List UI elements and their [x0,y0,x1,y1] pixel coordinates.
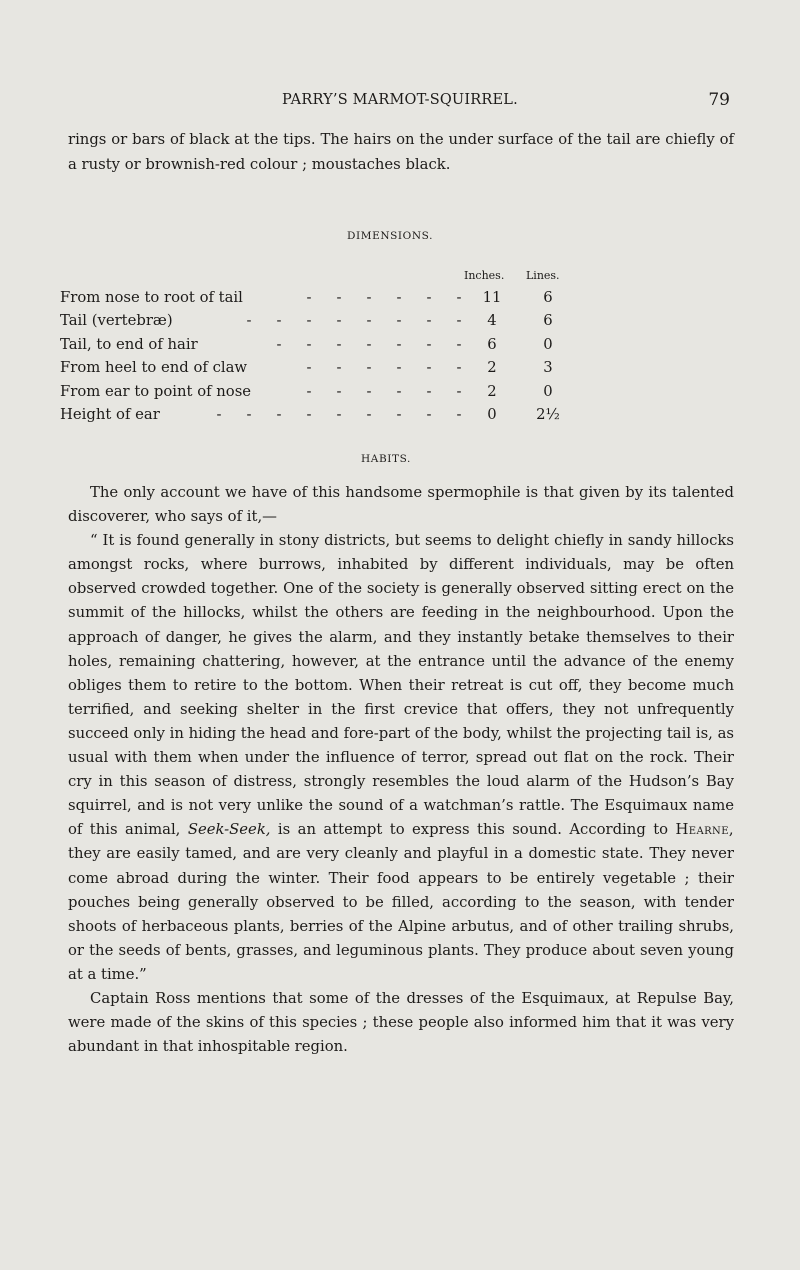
quotation-text-b: is an attempt to express this sound. According to [277,821,669,839]
dimension-label: Tail, to end of hair [60,335,198,353]
dimension-lines: 6 [543,289,553,306]
dimension-inches: 2 [487,359,497,377]
dimension-label: Height of ear [60,405,160,423]
dimension-lines: 6 [543,312,553,330]
dimension-lines: 2½ [536,405,560,423]
dimension-row: From heel to end of claw - - - - - - 2 3 [60,357,750,380]
dimension-inches: 0 [487,405,497,423]
dimension-label: From nose to root of tail [60,289,243,306]
dimensions-table [60,267,750,427]
running-head [70,92,730,114]
running-title: PARRY’S MARMOT-SQUIRREL. [282,92,518,108]
habits-section [68,481,734,1059]
intro-text: rings or bars of black at the tips. The hairs on the under surface of the tail are chiefly of a rusty or brownish-red colour ; moustaches black. [68,131,734,174]
dimension-label: Tail (vertebræ) [60,312,173,330]
dimension-inches: 6 [487,335,497,353]
dimension-inches: 2 [487,382,497,400]
dimension-inches: 11 [482,289,502,306]
dimension-label: From ear to point of nose [60,382,252,400]
eskimo-name: Seek-Seek, [187,821,271,839]
dimensions-column-headers [60,267,750,287]
habits-quotation [68,529,734,987]
column-header-inches: Inches. [464,269,505,282]
dimension-lines: 0 [543,335,553,353]
habits-paragraph-1: The only account we have of this handsome spermophile is that given by its talented discoverer, who says of it,— [68,484,734,526]
dimension-lines: 3 [543,359,553,377]
dimension-row: From ear to point of nose - - - - - - 2 0 [60,381,750,404]
page-number: 79 [708,90,730,110]
dimension-row: From nose to root of tail - - - - - - 11 6 [60,287,750,310]
dimension-label: From heel to end of claw [60,359,248,377]
habits-heading: HABITS. [361,453,411,465]
habits-paragraph-3: Captain Ross mentions that some of the dresses of the Esquimaux, at Repulse Bay, were made of the skins of this species ; these people also informed him that it was very abundant in that inhospitable region. [68,989,734,1056]
dimension-row: Tail (vertebræ) - - - - - - - - 4 6 [60,310,750,333]
quotation-text-a: “ It is found generally in stony districts, but seems to delight chiefly in sandy hillocks amongst rocks, where burrows, inhabited by different individuals, may be often observed crowded together. One of the society is generally observed sitting erect on the summit of the hillocks, whilst the others are feeding in the neighbourhood. Upon the approach of danger, he gives the alarm, and they instantly betake themselves to their holes, remaining chattering, however, at the entrance until the advance of the enemy obliges them to retire to the bottom. When their retreat is cut off, they become much terrified, and seeking shelter in the first crevice that offers, they not unfrequently succeed only in hiding the head and fore-part of the body, whilst the projecting tail is, as usual with them when under the influence of terror, spread out flat on the rock. Their cry in this season of distress, strongly resembles the loud alarm of the Hudson’s Bay squirrel, and is not very unlike the sound of a watchman’s rattle. The Esquimaux name of this animal, [68,532,734,839]
dimension-lines: 0 [543,382,553,400]
column-header-lines: Lines. [526,269,560,282]
dimensions-heading: DIMENSIONS. [346,230,434,242]
author-name: Hearne, [675,821,735,839]
quotation-text-c: they are easily tamed, and are very cleanly and playful in a domestic state. They never come abroad during the winter. Their food appears to be entirely vegetable ; their pouches being generally observed to be filled, according to the season, with tender shoots of herbaceous plants, berries of the Alpine arbutus, and of other trailing shrubs, or the seeds of bents, grasses, and leguminous plants. They produce about seven young at a time.” [68,845,734,983]
dimension-row: Tail, to end of hair - - - - - - - 6 0 [60,334,750,357]
dimension-inches: 4 [487,312,497,330]
intro-paragraph [68,127,734,177]
dimension-row: Height of ear - - - - - - - - - 0 2½ [60,404,750,427]
